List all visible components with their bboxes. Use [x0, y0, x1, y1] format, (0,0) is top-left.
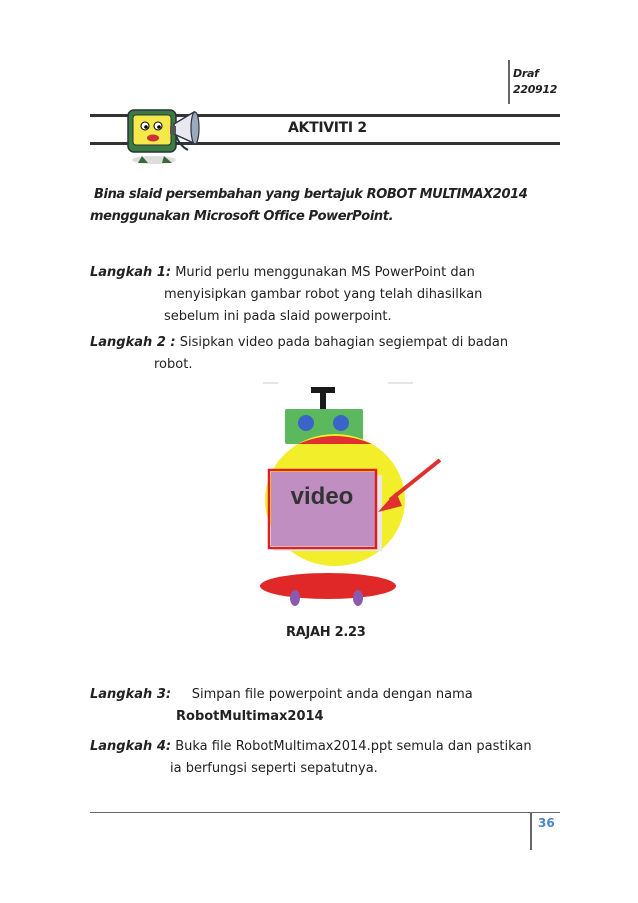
intro-line1: Bina slaid persembahan yang bertajuk ROBOT MULTIMAX2014 — [94, 187, 528, 202]
step-2 — [90, 332, 560, 376]
step-1-line2: menyisipkan gambar robot yang telah dihasilkan — [164, 287, 483, 302]
footer-line — [90, 812, 560, 813]
robot-base — [260, 573, 396, 599]
header-divider — [508, 60, 510, 104]
page-number: 36 — [538, 816, 555, 830]
robot-wheel-left — [290, 590, 300, 606]
section-title: AKTIVITI 2 — [288, 120, 367, 136]
intro-line2: menggunakan Microsoft Office PowerPoint. — [90, 209, 394, 224]
activity-intro — [90, 184, 560, 228]
robot-wheel-right — [353, 590, 363, 606]
video-label: video — [290, 483, 354, 510]
step-1 — [90, 262, 560, 328]
step-4 — [90, 736, 560, 780]
draft-label — [513, 66, 557, 98]
draft-line1: Draf — [513, 67, 539, 80]
step-1-line3: sebelum ini pada slaid powerpoint. — [164, 309, 392, 324]
step-2-line1: Langkah 2 : Sisipkan video pada bahagian segiempat di badan — [90, 335, 509, 350]
step-3 — [90, 684, 560, 728]
step-4-line1: Langkah 4: Buka file RobotMultimax2014.ppt semula dan pastikan — [90, 739, 532, 754]
computer-megaphone-icon — [118, 100, 204, 166]
step-4-line2: ia berfungsi seperti sepatutnya. — [170, 761, 378, 776]
step-3-line1: Langkah 3: Simpan file powerpoint anda dengan nama — [90, 687, 473, 702]
footer-divider — [530, 812, 532, 850]
draft-line2: 220912 — [513, 83, 558, 96]
robot-eye-right — [333, 415, 349, 431]
robot-eye-left — [298, 415, 314, 431]
step-2-line2: robot. — [154, 357, 193, 372]
step-3-line2: RobotMultimax2014 — [176, 709, 324, 724]
step-1-line1: Langkah 1: Murid perlu menggunakan MS PowerPoint dan — [90, 265, 475, 280]
figure-caption: RAJAH 2.23 — [286, 625, 366, 640]
robot-figure — [238, 380, 458, 610]
